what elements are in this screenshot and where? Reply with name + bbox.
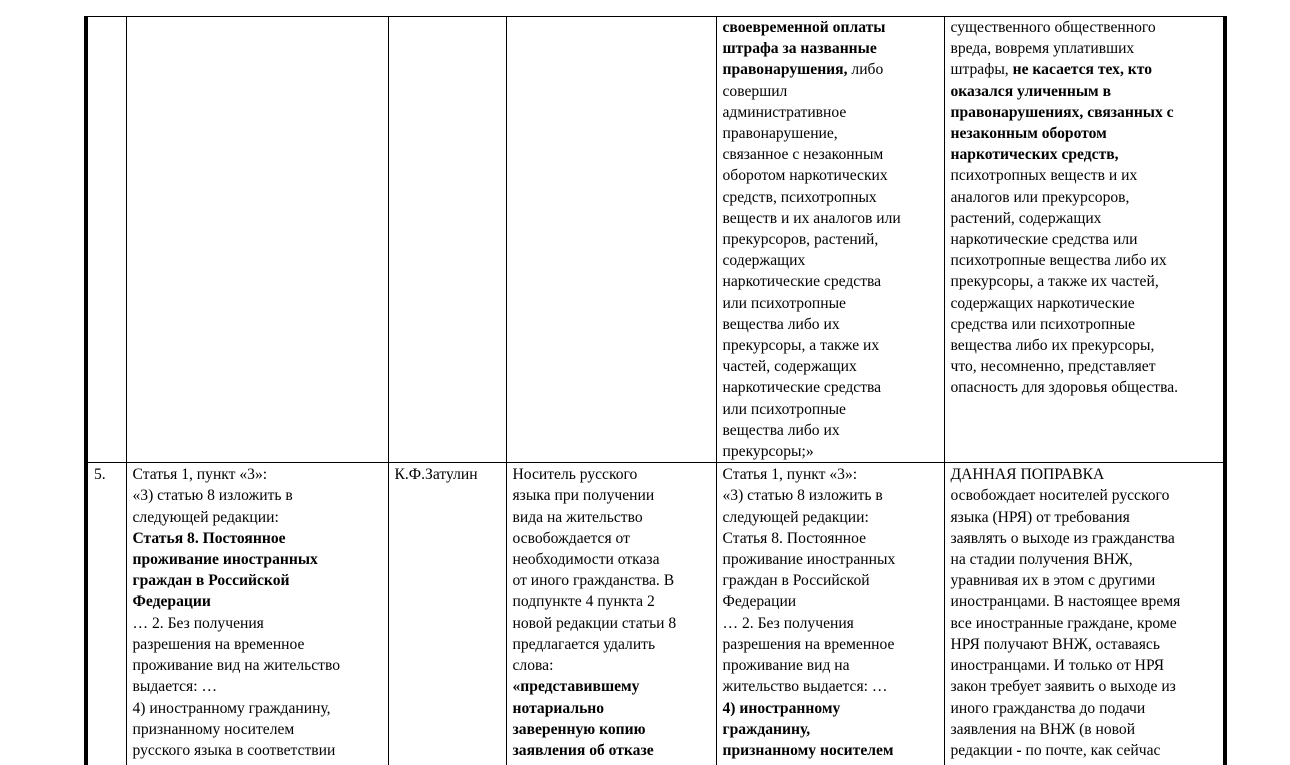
text-run: Федерации: [132, 593, 211, 611]
text-run: или психотропные: [722, 294, 846, 312]
text-line: [951, 698, 1220, 719]
text-run: гражданину,: [722, 720, 811, 738]
text-run: иностранцами. И только от НРЯ: [950, 657, 1165, 675]
text-line: [723, 719, 940, 740]
text-run: русского языка в соответствии: [132, 741, 336, 759]
text-line: [723, 356, 940, 377]
text-line: [723, 314, 940, 335]
text-run: или психотропные: [722, 400, 846, 418]
text-line: [951, 81, 1220, 102]
text-line: [951, 293, 1220, 314]
text-line: [723, 676, 940, 697]
text-run: иностранцами. В настоящее время: [950, 593, 1181, 611]
text-run: от иного гражданства. В: [512, 572, 675, 590]
text-run: 4) иностранному: [722, 699, 841, 717]
text-line: [951, 655, 1220, 676]
text-line: [133, 740, 384, 761]
text-run: 4) иностранному гражданину,: [132, 699, 331, 717]
text-run: граждан в Российской: [722, 572, 870, 590]
text-line: [951, 335, 1220, 356]
text-line: [951, 123, 1220, 144]
text-run: наркотические средства: [722, 379, 882, 397]
text-line: [951, 356, 1220, 377]
author-name: К.Ф.Затулин: [394, 466, 478, 484]
text-run: содержащих: [722, 252, 806, 270]
text-line: [513, 698, 712, 719]
text-line: [951, 549, 1220, 570]
text-line: [513, 634, 712, 655]
text-line: [723, 464, 940, 485]
text-line: [133, 698, 384, 719]
text-run: незаконным оборотом: [950, 125, 1107, 143]
text-run: растений, содержащих: [950, 209, 1102, 227]
text-run: правонарушения,: [722, 61, 852, 79]
table-row: [86, 17, 1225, 463]
text-run: на стадии получения ВНЖ,: [950, 551, 1133, 569]
text-run: вещества либо их: [722, 315, 840, 333]
text-line: [951, 719, 1220, 740]
text-line: [951, 464, 1220, 485]
text-line: [133, 591, 384, 612]
text-run: связанное с незаконным: [722, 146, 884, 164]
text-run: наркотических средств,: [950, 146, 1119, 164]
text-line: [513, 485, 712, 506]
text-line: [723, 144, 940, 165]
text-run: правонарушение,: [722, 125, 838, 143]
text-line: [133, 719, 384, 740]
text-run: -: [1016, 741, 1026, 759]
text-run: признанному носителем: [722, 741, 894, 759]
author-cell: [388, 17, 506, 463]
text-line: [723, 165, 940, 186]
text-line: [723, 591, 940, 612]
text-line: [133, 485, 384, 506]
text-run: административное: [722, 103, 847, 121]
text-line: [723, 123, 940, 144]
text-line: [723, 59, 940, 80]
text-run: предлагается удалить: [512, 635, 656, 653]
text-run: заявлять о выходе из гражданства: [950, 529, 1175, 547]
text-run: опасность для здоровья общества.: [950, 379, 1179, 397]
text-line: [723, 250, 940, 271]
text-run: следующей редакции:: [132, 508, 279, 526]
text-line: [723, 549, 940, 570]
row-number-cell: [86, 17, 126, 463]
text-line: [513, 655, 712, 676]
text-run: иного гражданства до подачи: [950, 699, 1146, 717]
text-line: [513, 528, 712, 549]
text-run: ДАННАЯ ПОПРАВКА: [950, 466, 1105, 484]
text-line: [951, 271, 1220, 292]
text-line: [951, 740, 1220, 761]
text-line: [951, 144, 1220, 165]
comment-cell: [944, 463, 1225, 765]
text-run: заверенную копию: [512, 720, 646, 738]
text-run: существенного общественного: [950, 19, 1156, 36]
text-run: следующей редакции:: [722, 508, 869, 526]
proposal-cell: [506, 17, 716, 463]
text-run: жительство выдается: …: [722, 678, 888, 696]
text-line: [133, 570, 384, 591]
text-line: [723, 229, 940, 250]
text-line: [723, 187, 940, 208]
text-run: проживание иностранных: [722, 551, 896, 569]
text-run: проживание вид на: [722, 657, 850, 675]
text-line: [723, 613, 940, 634]
text-line: [723, 698, 940, 719]
text-run: по почте, как сейчас: [1025, 741, 1161, 759]
text-line: [723, 81, 940, 102]
text-run: Носитель русского: [512, 466, 638, 484]
text-run: новой редакции статьи 8: [512, 614, 677, 632]
text-line: [723, 399, 940, 420]
text-run: содержащих наркотические: [950, 294, 1135, 312]
text-run: разрешения на временное: [722, 635, 895, 653]
text-run: слова:: [512, 657, 554, 675]
text-run: Статья 8. Постоянное: [132, 529, 286, 547]
text-line: [723, 634, 940, 655]
text-line: [951, 229, 1220, 250]
text-line: [951, 102, 1220, 123]
text-run: совершил: [722, 82, 788, 100]
text-run: подпункте 4 пункта 2: [512, 593, 655, 611]
text-run: либо: [851, 61, 884, 79]
text-run: средства или психотропные: [950, 315, 1136, 333]
text-run: оказался уличенным в: [950, 82, 1111, 100]
text-run: прекурсоров, растений,: [722, 231, 879, 249]
text-line: [951, 507, 1220, 528]
comment-cell: [944, 17, 1225, 463]
text-run: частей, содержащих: [722, 358, 857, 376]
text-run: закон требует заявить о выходе из: [950, 678, 1176, 696]
text-run: вреда, вовремя уплативших: [950, 40, 1135, 58]
text-run: прекурсоры;»: [722, 443, 814, 461]
text-line: [723, 102, 940, 123]
text-line: [723, 441, 940, 462]
text-run: Статья 1, пункт «3»:: [722, 466, 858, 484]
text-line: [513, 591, 712, 612]
text-line: [133, 464, 384, 485]
text-line: [951, 613, 1220, 634]
text-run: наркотические средства: [722, 273, 882, 291]
text-line: [951, 17, 1220, 38]
text-line: [513, 464, 712, 485]
text-run: все иностранные граждане, кроме: [950, 614, 1177, 632]
revised-text-cell: [716, 17, 944, 463]
text-run: выдается: …: [132, 678, 218, 696]
text-run: заявления на ВНЖ (в новой: [950, 720, 1136, 738]
text-run: средств, психотропных: [722, 188, 877, 206]
text-run: штрафы,: [950, 61, 1013, 79]
text-line: [951, 570, 1220, 591]
text-run: освобождает носителей русского: [950, 487, 1170, 505]
text-line: [723, 271, 940, 292]
text-line: [723, 293, 940, 314]
text-run: «3) статью 8 изложить в: [722, 487, 883, 505]
text-run: признанному носителем: [132, 720, 295, 738]
text-line: [951, 634, 1220, 655]
text-line: [951, 187, 1220, 208]
text-line: [951, 377, 1220, 398]
row-number: 5.: [94, 466, 106, 484]
text-run: языка при получении: [512, 487, 655, 505]
text-run: аналогов или прекурсоров,: [950, 188, 1130, 206]
text-run: НРЯ получают ВНЖ, оставаясь: [950, 635, 1160, 653]
text-line: [723, 485, 940, 506]
text-run: вещества либо их прекурсоры,: [950, 337, 1155, 355]
text-run: вида на жительство: [512, 508, 643, 526]
text-line: [513, 507, 712, 528]
proposal-cell: [506, 463, 716, 765]
revised-text-cell: [716, 463, 944, 765]
text-line: [513, 549, 712, 570]
text-run: психотропных веществ и их: [950, 167, 1138, 185]
text-run: прекурсоры, а также их: [722, 337, 880, 355]
text-run: своевременной оплаты: [722, 19, 886, 36]
text-run: … 2. Без получения: [132, 614, 264, 632]
text-run: не касается тех, кто: [1012, 61, 1152, 79]
text-run: редакции: [950, 741, 1017, 759]
text-run: оборотом наркотических: [722, 167, 888, 185]
amendments-table: [84, 16, 1227, 765]
author-cell: [388, 463, 506, 765]
text-run: веществ и их аналогов или: [722, 209, 901, 227]
text-line: [951, 165, 1220, 186]
text-line: [951, 250, 1220, 271]
text-line: [513, 740, 712, 761]
text-line: [951, 591, 1220, 612]
text-line: [133, 655, 384, 676]
table-row: [86, 463, 1225, 765]
text-line: [133, 634, 384, 655]
text-line: [513, 719, 712, 740]
text-run: психотропные вещества либо их: [950, 252, 1167, 270]
text-line: [723, 655, 940, 676]
text-run: проживание вид на жительство: [132, 657, 341, 675]
text-line: [723, 420, 940, 441]
text-line: [951, 528, 1220, 549]
text-line: [723, 377, 940, 398]
text-line: [133, 613, 384, 634]
text-run: «3) статью 8 изложить в: [132, 487, 293, 505]
text-run: проживание иностранных: [132, 551, 318, 569]
text-run: необходимости отказа: [512, 551, 660, 569]
text-run: освобождается от: [512, 529, 630, 547]
text-line: [513, 613, 712, 634]
text-run: граждан в Российской: [132, 572, 290, 590]
text-line: [133, 528, 384, 549]
text-line: [723, 570, 940, 591]
text-run: наркотические средства или: [950, 231, 1138, 249]
text-line: [951, 59, 1220, 80]
text-run: уравнивая их в этом с другими: [950, 572, 1156, 590]
row-number-cell: [86, 463, 126, 765]
text-run: правонарушениях, связанных с: [950, 103, 1174, 121]
text-line: [513, 570, 712, 591]
text-run: … 2. Без получения: [722, 614, 854, 632]
text-run: «представившему: [512, 678, 640, 696]
text-run: языка (НРЯ) от требования: [950, 508, 1130, 526]
text-run: разрешения на временное: [132, 635, 305, 653]
text-line: [951, 676, 1220, 697]
text-line: [723, 38, 940, 59]
article-cell: [126, 463, 388, 765]
text-line: [133, 676, 384, 697]
text-line: [723, 528, 940, 549]
text-run: штрафа за названные: [722, 40, 877, 58]
text-line: [133, 507, 384, 528]
text-line: [951, 38, 1220, 59]
text-line: [951, 314, 1220, 335]
text-run: Статья 8. Постоянное: [722, 529, 867, 547]
text-run: прекурсоры, а также их частей,: [950, 273, 1159, 291]
text-line: [133, 549, 384, 570]
text-run: заявления об отказе: [512, 741, 654, 759]
text-line: [723, 17, 940, 38]
text-run: вещества либо их: [722, 421, 840, 439]
text-line: [723, 208, 940, 229]
text-run: Статья 1, пункт «3»:: [132, 466, 268, 484]
text-line: [951, 485, 1220, 506]
text-line: [723, 507, 940, 528]
text-run: нотариально: [512, 699, 605, 717]
article-cell: [126, 17, 388, 463]
text-run: Федерации: [722, 593, 797, 611]
text-line: [723, 740, 940, 761]
text-run: что, несомненно, представляет: [950, 358, 1156, 376]
text-line: [723, 335, 940, 356]
text-line: [513, 676, 712, 697]
text-line: [951, 208, 1220, 229]
